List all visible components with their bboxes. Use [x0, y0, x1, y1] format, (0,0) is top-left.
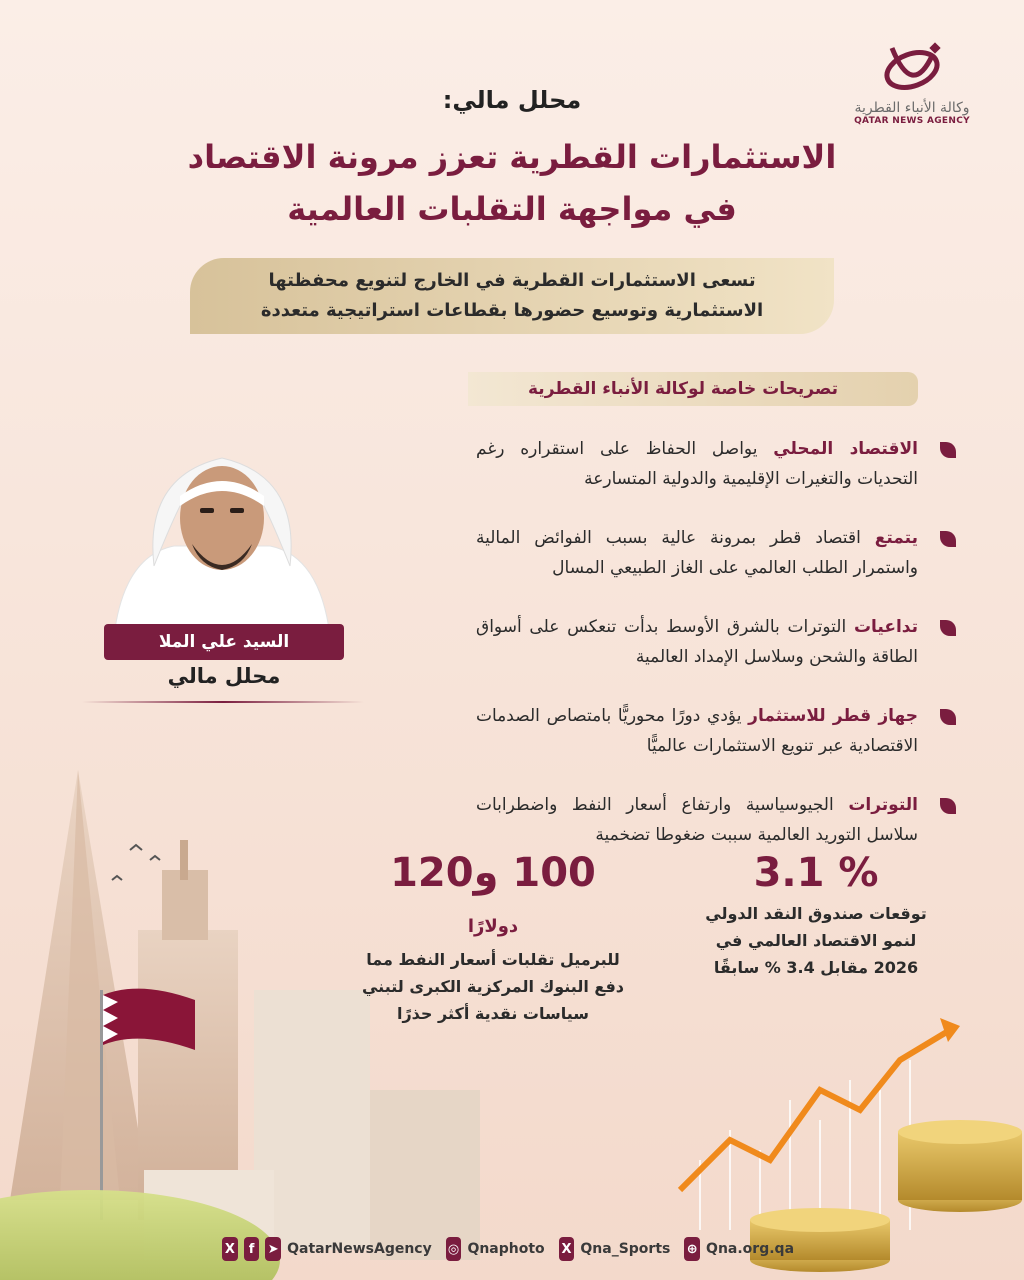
divider	[82, 701, 364, 703]
handle-qna-sports[interactable]: Qna_Sports	[580, 1241, 671, 1257]
stat-oil-line-3: سياسات نقدية أكثر حذرًا	[396, 1004, 590, 1023]
intro-box	[190, 258, 834, 334]
stat-oil-line-1: للبرميل تقلبات أسعار النفط مما	[366, 950, 620, 969]
website-link[interactable]: Qna.org.qa	[706, 1241, 795, 1257]
title-line-1: الاستثمارات القطرية تعزز مرونة الاقتصاد	[187, 138, 837, 176]
intro-line-1: تسعى الاستثمارات القطرية في الخارج لتنويع محفظتها	[268, 270, 756, 291]
person-role: محلل مالي	[167, 664, 281, 688]
stat-imf-line-3: 2026 مقابل 3.4 % سابقًا	[713, 958, 919, 977]
person-name-bar	[104, 624, 344, 660]
bullet-text: يؤدي دورًا محوريًّا بامتصاص الصدمات الاقتصادية عبر تنويع الاستثمارات عالميًّا	[476, 706, 918, 756]
facebook-icon[interactable]: f	[244, 1237, 260, 1261]
handle-qnaphoto[interactable]: Qnaphoto	[467, 1241, 545, 1257]
bullet-highlight: تداعيات	[853, 617, 918, 637]
person-portrait	[104, 436, 340, 636]
stat-oil-value: 100 و120	[390, 850, 596, 896]
bullet-item	[476, 434, 956, 494]
leaf-bullet-icon	[940, 531, 956, 547]
stat-imf	[696, 850, 936, 981]
bullet-highlight: التوترات	[848, 795, 918, 815]
stat-imf-value: 3.1 %	[753, 850, 879, 896]
section-title-bar	[468, 372, 918, 406]
handle-qatarnewsagency[interactable]: QatarNewsAgency	[287, 1241, 432, 1257]
logo-english: QATAR NEWS AGENCY	[854, 116, 970, 126]
social-footer	[222, 1234, 802, 1264]
bullet-text: يواصل الحفاظ على استقراره رغم التحديات والتغيرات الإقليمية والدولية المتسارعة	[476, 439, 918, 489]
bullet-item	[476, 523, 956, 583]
x-icon[interactable]: X	[222, 1237, 238, 1261]
intro-line-2: الاستثمارية وتوسيع حضورها بقطاعات استراتيجية متعددة	[260, 300, 764, 321]
stat-imf-line-1: توقعات صندوق النقد الدولي	[705, 904, 927, 923]
leaf-bullet-icon	[940, 620, 956, 636]
title-line-2: في مواجهة التقلبات العالمية	[287, 190, 737, 228]
stat-oil	[358, 850, 628, 1027]
bullet-item	[476, 612, 956, 672]
person-name: السيد علي الملا	[158, 632, 290, 652]
bullet-highlight: يتمتع	[874, 528, 918, 548]
leaf-bullet-icon	[940, 709, 956, 725]
logo-arabic: وكالة الأنباء القطرية	[854, 100, 970, 116]
stat-oil-line-2: دفع البنوك المركزية الكبرى لتبني	[361, 977, 625, 996]
kicker: محلل مالي:	[442, 86, 582, 114]
stat-imf-line-2: لنمو الاقتصاد العالمي في	[715, 931, 917, 950]
instagram-icon[interactable]: ◎	[446, 1237, 462, 1261]
x-icon[interactable]: X	[559, 1237, 575, 1261]
stat-oil-value-row	[358, 850, 628, 942]
telegram-icon[interactable]: ➤	[265, 1237, 281, 1261]
bullet-text: التوترات بالشرق الأوسط بدأت تنعكس على أسواق الطاقة والشحن وسلاسل الإمداد العالمية	[476, 617, 918, 667]
leaf-bullet-icon	[940, 442, 956, 458]
bullet-highlight: جهاز قطر للاستثمار	[748, 706, 919, 726]
bullet-text: الجيوسياسية وارتفاع أسعار النفط واضطرابات سلاسل التوريد العالمية سببت ضغوطا تضخمية	[476, 795, 918, 845]
bullet-item	[476, 701, 956, 761]
bullet-text: اقتصاد قطر بمرونة عالية بسبب الفوائض المالية واستمرار الطلب العالمي على الغاز الطبيعي المسال	[476, 528, 918, 578]
bullet-highlight: الاقتصاد المحلي	[773, 439, 918, 459]
web-icon[interactable]: ⊕	[684, 1237, 700, 1261]
stat-oil-unit: دولارًا	[467, 916, 519, 937]
section-title: تصريحات خاصة لوكالة الأنباء القطرية	[528, 379, 839, 399]
